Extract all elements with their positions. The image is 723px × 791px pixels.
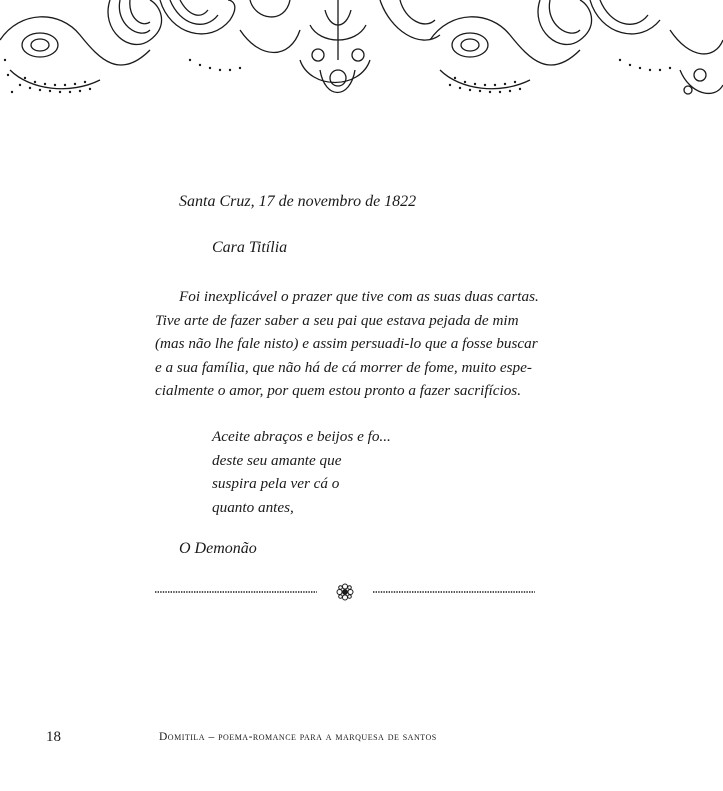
body-line: (mas não lhe fale nisto) e assim persuadi-lo que a fosse buscar <box>155 335 538 353</box>
page-number: 18 <box>46 729 61 745</box>
section-divider <box>155 582 535 602</box>
letter-salutation: Cara Titília <box>212 239 288 256</box>
body-line: Foi inexplicável o prazer que tive com as suas duas cartas. <box>179 288 539 305</box>
body-line: e a sua família, que não há de cá morrer de fome, muito espe- <box>155 358 532 376</box>
verse-line: quanto antes, <box>212 498 294 516</box>
letter-body <box>155 285 539 403</box>
body-line: cialmente o amor, por quem estou pronto a fazer sacrifícios. <box>155 382 522 400</box>
verse-line: suspira pela ver cá o <box>212 475 340 493</box>
fleuron-icon <box>337 584 353 600</box>
verse-line: deste seu amante que <box>212 451 342 469</box>
verse-line: Aceite abraços e beijos e fo... <box>212 428 391 445</box>
floral-border-ornament-icon <box>0 0 723 105</box>
running-title: Domitila – poema-romance para a marquesa de santos <box>159 731 437 743</box>
letter-signature: O Demonão <box>179 540 257 557</box>
letter-verse <box>212 425 391 519</box>
letter-dateline: Santa Cruz, 17 de novembro de 1822 <box>179 193 417 210</box>
body-line: Tive arte de fazer saber a seu pai que estava pejada de mim <box>155 311 519 329</box>
